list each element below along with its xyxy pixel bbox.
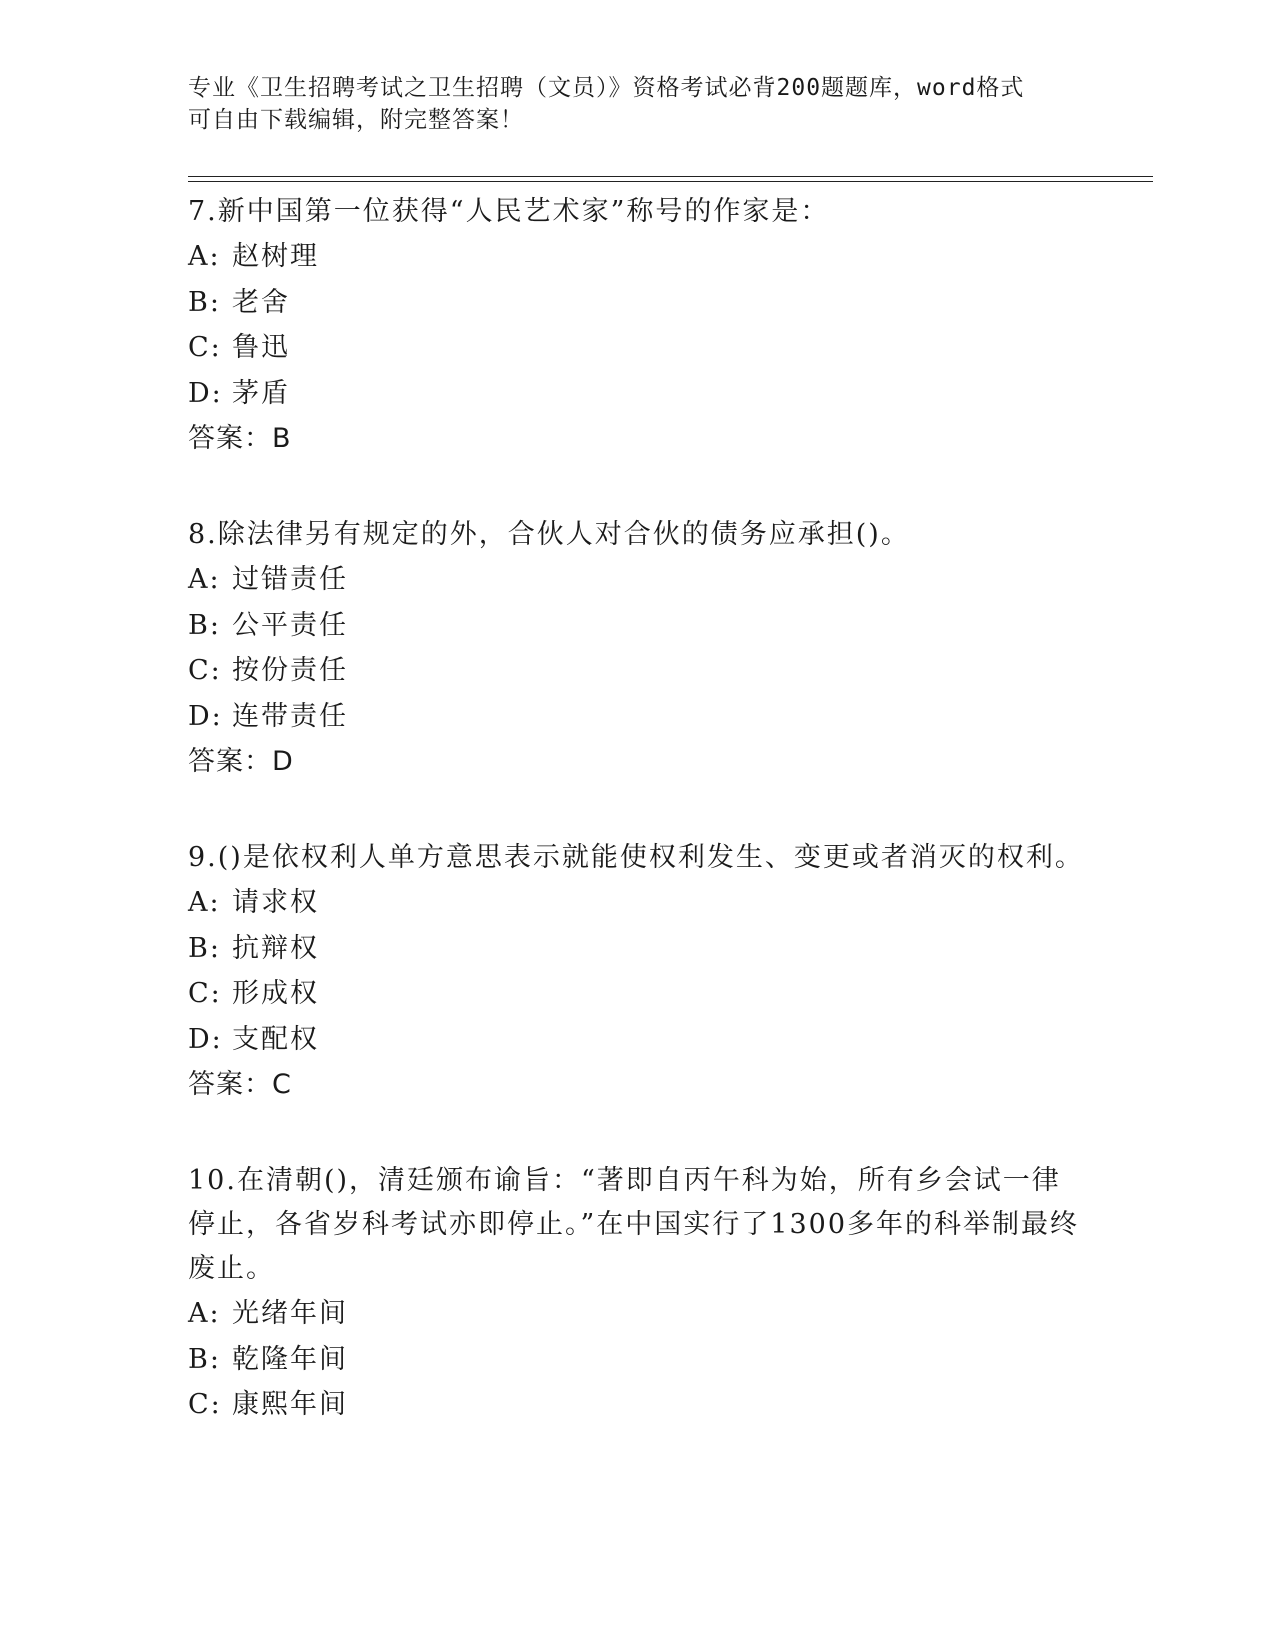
option-text: 老舍 bbox=[232, 286, 290, 318]
header-line-2: 可自由下载编辑，附完整答案！ bbox=[188, 107, 524, 133]
option-text: 支配权 bbox=[232, 1023, 319, 1055]
option-a bbox=[188, 234, 1088, 280]
option-b bbox=[188, 280, 1088, 326]
option-b bbox=[188, 1337, 1088, 1383]
option-text: 光绪年间 bbox=[232, 1298, 348, 1329]
option-letter: C: bbox=[188, 1389, 222, 1420]
option-a bbox=[188, 1291, 1088, 1337]
document-header bbox=[188, 72, 1068, 136]
option-letter: A: bbox=[188, 1298, 221, 1329]
option-b bbox=[188, 603, 1088, 649]
option-letter: B: bbox=[188, 609, 221, 641]
option-letter: C: bbox=[188, 655, 222, 686]
option-a bbox=[188, 880, 1088, 926]
option-text: 请求权 bbox=[232, 887, 319, 918]
option-text: 公平责任 bbox=[232, 609, 348, 641]
question-text: 9.()是依权利人单方意思表示就能使权利发生、变更或者消灭的权利。 bbox=[188, 842, 1084, 873]
question-text: 7.新中国第一位获得“人民艺术家”称号的作家是： bbox=[188, 196, 830, 227]
option-d bbox=[188, 371, 1088, 417]
option-c bbox=[188, 325, 1088, 371]
header-divider-top bbox=[188, 176, 1153, 177]
question-9 bbox=[188, 836, 1088, 1107]
option-text: 抗辩权 bbox=[232, 932, 319, 964]
option-c bbox=[188, 1382, 1088, 1428]
answer-line: 答案：C bbox=[188, 1069, 292, 1100]
question-text: 8.除法律另有规定的外，合伙人对合伙的债务应承担()。 bbox=[188, 519, 910, 550]
header-divider-bottom bbox=[188, 181, 1153, 182]
option-text: 过错责任 bbox=[232, 564, 348, 595]
option-b bbox=[188, 926, 1088, 972]
option-d bbox=[188, 1017, 1088, 1063]
option-text: 茅盾 bbox=[232, 377, 290, 409]
option-letter: D: bbox=[188, 377, 223, 409]
option-letter: B: bbox=[188, 286, 221, 318]
option-c bbox=[188, 971, 1088, 1017]
option-text: 按份责任 bbox=[232, 655, 348, 686]
option-text: 康熙年间 bbox=[232, 1389, 348, 1420]
option-letter: A: bbox=[188, 887, 221, 918]
option-letter: B: bbox=[188, 1343, 221, 1375]
option-text: 鲁迅 bbox=[232, 332, 290, 363]
option-a bbox=[188, 557, 1088, 603]
question-text: 10.在清朝()，清廷颁布谕旨：“著即自丙午科为始，所有乡会试一律停止，各省岁科考试亦即停止。”在中国实行了1300多年的科举制最终废止。 bbox=[188, 1165, 1080, 1284]
option-text: 形成权 bbox=[232, 978, 319, 1009]
question-list bbox=[188, 190, 1088, 1480]
option-letter: B: bbox=[188, 932, 221, 964]
answer-line: 答案：D bbox=[188, 746, 294, 777]
option-letter: C: bbox=[188, 978, 222, 1009]
question-7 bbox=[188, 190, 1088, 461]
option-letter: C: bbox=[188, 332, 222, 363]
option-letter: D: bbox=[188, 700, 223, 732]
answer-line: 答案：B bbox=[188, 423, 292, 454]
option-c bbox=[188, 648, 1088, 694]
option-text: 连带责任 bbox=[232, 700, 348, 732]
question-10 bbox=[188, 1159, 1088, 1428]
option-text: 赵树理 bbox=[232, 241, 319, 272]
option-text: 乾隆年间 bbox=[232, 1343, 348, 1375]
header-line-1: 专业《卫生招聘考试之卫生招聘（文员）》资格考试必背200题题库，word格式 bbox=[188, 75, 1025, 101]
question-8 bbox=[188, 513, 1088, 784]
option-letter: A: bbox=[188, 241, 221, 272]
option-d bbox=[188, 694, 1088, 740]
option-letter: D: bbox=[188, 1023, 223, 1055]
option-letter: A: bbox=[188, 564, 221, 595]
